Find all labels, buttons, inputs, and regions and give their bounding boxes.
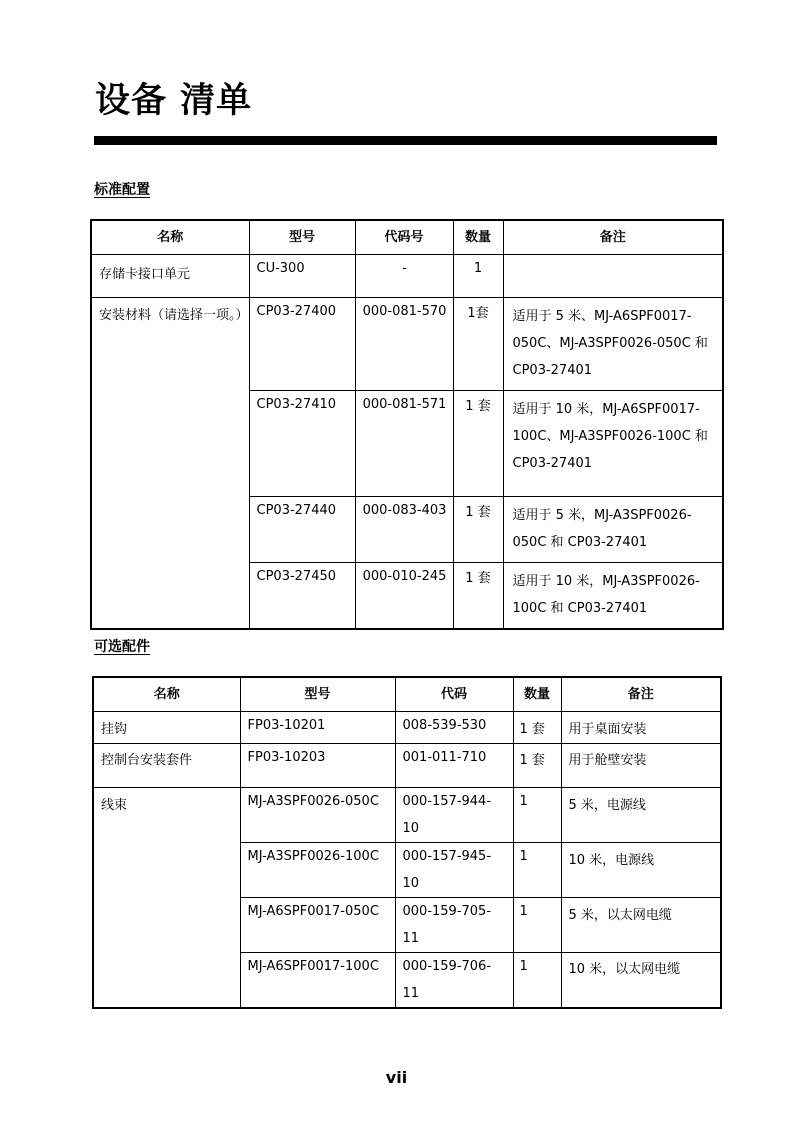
item-note: 适用于 5 米，MJ-A3SPF0026-050C 和 CP03-27401 <box>503 496 723 562</box>
table-header-row <box>91 220 723 254</box>
item-qty: 1 <box>513 842 561 897</box>
item-code: - <box>355 254 453 297</box>
item-note: 用于舱壁安装 <box>561 743 721 787</box>
item-qty: 1 套 <box>453 496 503 562</box>
table-row <box>93 743 721 787</box>
item-qty: 1 <box>513 787 561 842</box>
item-name: 安装材料（请选择一项。） <box>91 297 249 629</box>
item-name: 线束 <box>93 787 240 1008</box>
item-model: CP03-27450 <box>249 562 355 629</box>
item-note <box>503 254 723 297</box>
column-header: 备注 <box>503 220 723 254</box>
column-header: 名称 <box>91 220 249 254</box>
item-code: 000-157-945-10 <box>395 842 513 897</box>
item-model: MJ-A6SPF0017-050C <box>240 897 395 952</box>
standard-heading: 标准配置 <box>94 182 150 198</box>
item-qty: 1 <box>513 952 561 1008</box>
item-name: 挂钩 <box>93 711 240 743</box>
column-header: 数量 <box>513 677 561 711</box>
column-header: 名称 <box>93 677 240 711</box>
table-row <box>93 787 721 842</box>
column-header: 型号 <box>240 677 395 711</box>
optional-heading: 可选配件 <box>94 639 150 655</box>
item-qty: 1 套 <box>513 711 561 743</box>
item-model: MJ-A3SPF0026-100C <box>240 842 395 897</box>
item-note: 5 米，电源线 <box>561 787 721 842</box>
page-title: 设备 清单 <box>95 81 253 121</box>
item-code: 008-539-530 <box>395 711 513 743</box>
item-code: 000-159-706-11 <box>395 952 513 1008</box>
item-model: CP03-27400 <box>249 297 355 390</box>
item-note: 10 米，电源线 <box>561 842 721 897</box>
item-code: 000-083-403 <box>355 496 453 562</box>
standard-table <box>90 219 724 630</box>
item-code: 000-157-944-10 <box>395 787 513 842</box>
table-row <box>91 254 723 297</box>
item-code: 001-011-710 <box>395 743 513 787</box>
item-note: 适用于 10 米，MJ-A6SPF0017-100C、MJ-A3SPF0026-100C 和 CP03-27401 <box>503 390 723 496</box>
column-header: 数量 <box>453 220 503 254</box>
item-model: MJ-A6SPF0017-100C <box>240 952 395 1008</box>
item-qty: 1套 <box>453 297 503 390</box>
item-qty: 1 <box>453 254 503 297</box>
item-qty: 1 套 <box>513 743 561 787</box>
optional-table <box>92 676 722 1009</box>
item-code: 000-010-245 <box>355 562 453 629</box>
item-note: 适用于 5 米、MJ-A6SPF0017-050C、MJ-A3SPF0026-050C 和 CP03-27401 <box>503 297 723 390</box>
item-model: FP03-10201 <box>240 711 395 743</box>
item-note: 用于桌面安装 <box>561 711 721 743</box>
item-model: CU-300 <box>249 254 355 297</box>
item-model: MJ-A3SPF0026-050C <box>240 787 395 842</box>
column-header: 代码号 <box>355 220 453 254</box>
title-rule <box>94 136 717 145</box>
item-model: FP03-10203 <box>240 743 395 787</box>
item-note: 10 米，以太网电缆 <box>561 952 721 1008</box>
item-note: 5 米，以太网电缆 <box>561 897 721 952</box>
column-header: 备注 <box>561 677 721 711</box>
item-note: 适用于 10 米，MJ-A3SPF0026-100C 和 CP03-27401 <box>503 562 723 629</box>
item-name: 控制台安装套件 <box>93 743 240 787</box>
item-model: CP03-27410 <box>249 390 355 496</box>
item-code: 000-159-705-11 <box>395 897 513 952</box>
item-qty: 1 套 <box>453 390 503 496</box>
item-name: 存储卡接口单元 <box>91 254 249 297</box>
column-header: 代码 <box>395 677 513 711</box>
page-number: vii <box>385 1068 408 1087</box>
item-model: CP03-27440 <box>249 496 355 562</box>
table-row <box>93 711 721 743</box>
column-header: 型号 <box>249 220 355 254</box>
item-qty: 1 <box>513 897 561 952</box>
item-code: 000-081-571 <box>355 390 453 496</box>
table-row <box>91 297 723 390</box>
item-qty: 1 套 <box>453 562 503 629</box>
item-code: 000-081-570 <box>355 297 453 390</box>
table-header-row <box>93 677 721 711</box>
